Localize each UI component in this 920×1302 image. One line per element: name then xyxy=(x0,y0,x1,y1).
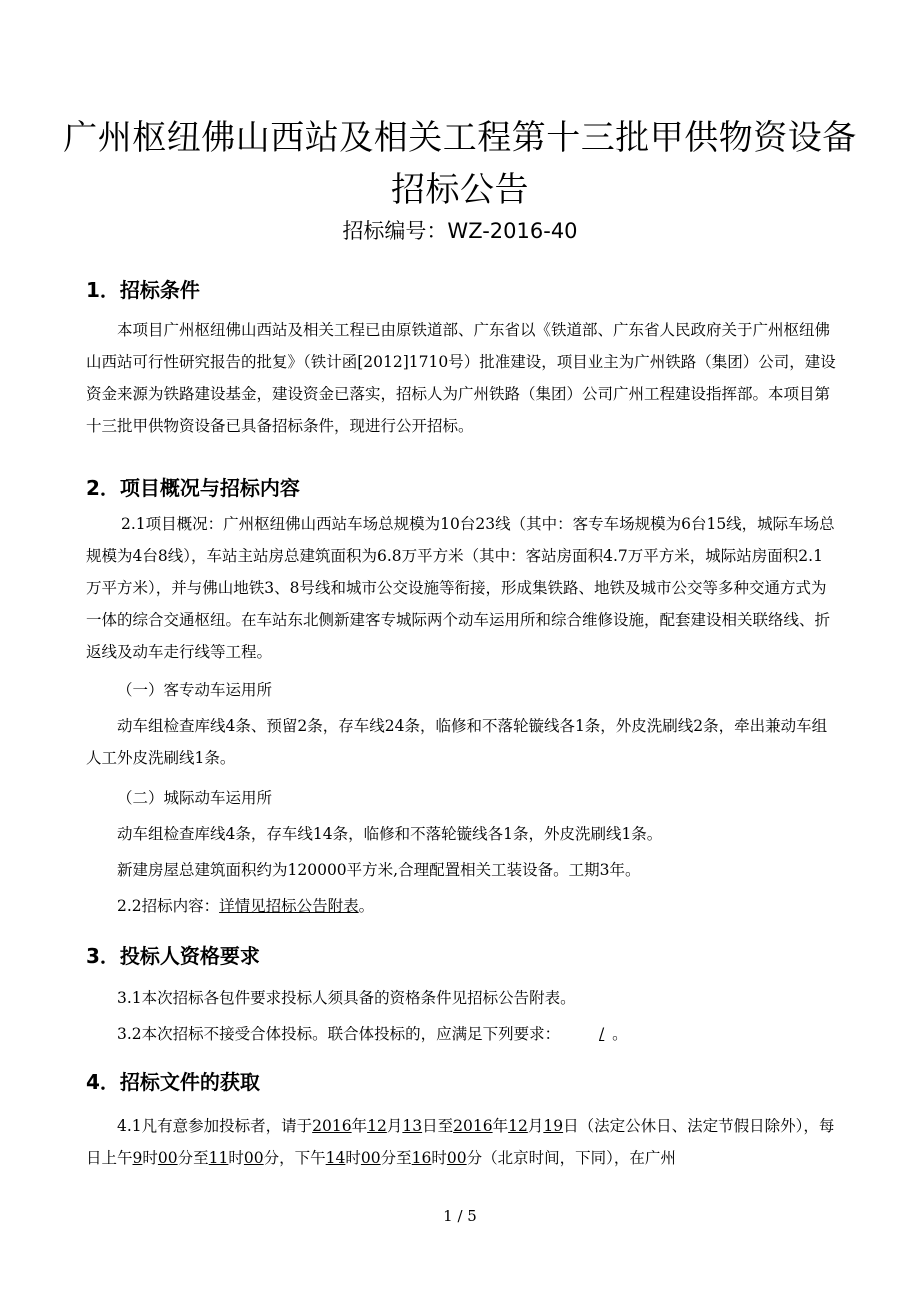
end-year: 2016 xyxy=(453,1117,493,1135)
text: 月 xyxy=(527,1117,544,1135)
building-area-text: 新建房屋总建筑面积约为120000平方米,合理配置相关工装设备。工期3年。 xyxy=(117,861,641,879)
text: 4.1凡有意参加投标者，请于 xyxy=(117,1117,313,1135)
page-number: 1 / 5 xyxy=(443,1207,477,1225)
text: 年 xyxy=(351,1117,368,1135)
section-4-1-paragraph xyxy=(86,1110,838,1174)
text: 时 xyxy=(228,1149,244,1167)
section-1-paragraph: 本项目广州枢纽佛山西站及相关工程已由原铁道部、广东省以《铁道部、广东省人民政府关于广州枢纽佛山西站可行性研究报告的批复》（铁计函[2012]1710号）批准建设，项目业主为广州铁路（集团）公司，建设资金来源为铁路建设基金，建设资金已落实，招标人为广州铁路（集团）公司广州工程建设指挥部。本项目第十三批甲供物资设备已具备招标条件，现进行公开招标。 xyxy=(86,321,836,435)
end-day: 19 xyxy=(543,1117,564,1135)
page-title: 广州枢纽佛山西站及相关工程第十三批甲供物资设备招标公告 xyxy=(63,118,857,210)
section-2-heading: 2．项目概况与招标内容 xyxy=(86,476,300,500)
text: 日至 xyxy=(422,1117,454,1135)
text: 时 xyxy=(431,1149,447,1167)
afternoon-start-hour: 14 xyxy=(325,1149,346,1167)
morning-end-hour: 11 xyxy=(208,1149,229,1167)
subsection-1-title: （一）客专动车运用所 xyxy=(117,681,273,699)
section-2-2-suffix: 。 xyxy=(358,897,375,915)
joint-requirement-blank: / xyxy=(599,1025,605,1043)
subsection-2-title: （二）城际动车运用所 xyxy=(117,789,273,807)
start-month: 12 xyxy=(367,1117,387,1135)
text: 分（北京时间，下同），在广州 xyxy=(466,1149,676,1167)
subsection-1-text: 动车组检查库线4条、预留2条，存车线24条，临修和不落轮镟线各1条，外皮洗刷线2条，牵出兼动车组人工外皮洗刷线1条。 xyxy=(86,717,828,767)
section-2-2-paragraph xyxy=(86,890,838,922)
text: 分，下午 xyxy=(263,1149,326,1167)
section-3-heading: 3．投标人资格要求 xyxy=(86,944,260,968)
section-2-1-paragraph: 2.1项目概况：广州枢纽佛山西站车场总规模为10台23线（其中：客专车场规模为6台15线，城际车场总规模为4台8线），车站主站房总建筑面积为6.8万平方米（其中：客站房面积4.7万平方米，城际站房面积2.1万平方米），并与佛山地铁3、8号线和城市公交设施等衔接，形成集铁路、地铁及城市公交等多种交通方式为一体的综合交通枢纽。在车站东北侧新建客专城际两个动车运用所和综合维修设施，配套建设相关联络线、折返线及动车走行线等工程。 xyxy=(86,515,835,661)
end-month: 12 xyxy=(508,1117,528,1135)
text: 月 xyxy=(386,1117,403,1135)
subsection-2-text: 动车组检查库线4条，存车线14条，临修和不落轮镟线各1条，外皮洗刷线1条。 xyxy=(117,825,663,843)
text: 分至 xyxy=(380,1149,412,1167)
start-year: 2016 xyxy=(312,1117,352,1135)
section-3-2-suffix: 。 xyxy=(612,1025,628,1043)
text: 年 xyxy=(492,1117,509,1135)
text: 分至 xyxy=(177,1149,209,1167)
section-3-2-prefix: 3.2本次招标不接受合体投标。联合体投标的，应满足下列要求： xyxy=(117,1025,561,1043)
section-3-1-paragraph: 3.1本次招标各包件要求投标人须具备的资格条件见招标公告附表。 xyxy=(117,989,576,1007)
afternoon-end-minute: 00 xyxy=(446,1149,467,1167)
morning-end-minute: 00 xyxy=(243,1149,264,1167)
afternoon-start-minute: 00 xyxy=(360,1149,381,1167)
section-3-2-paragraph xyxy=(86,1018,838,1050)
morning-start-hour: 9 xyxy=(132,1149,143,1167)
morning-start-minute: 00 xyxy=(157,1149,178,1167)
attachment-link[interactable]: 详情见招标公告附表 xyxy=(219,897,359,915)
text: 日（法定公休日、法定节假日除外），每日上午 xyxy=(86,1117,835,1167)
text: 时 xyxy=(345,1149,361,1167)
text: 时 xyxy=(142,1149,158,1167)
afternoon-end-hour: 16 xyxy=(411,1149,432,1167)
section-1-heading: 1．招标条件 xyxy=(86,278,200,302)
section-2-2-prefix: 2.2招标内容： xyxy=(117,897,220,915)
section-4-heading: 4．招标文件的获取 xyxy=(86,1070,260,1094)
bid-number: 招标编号：WZ-2016-40 xyxy=(342,219,578,243)
start-day: 13 xyxy=(402,1117,423,1135)
